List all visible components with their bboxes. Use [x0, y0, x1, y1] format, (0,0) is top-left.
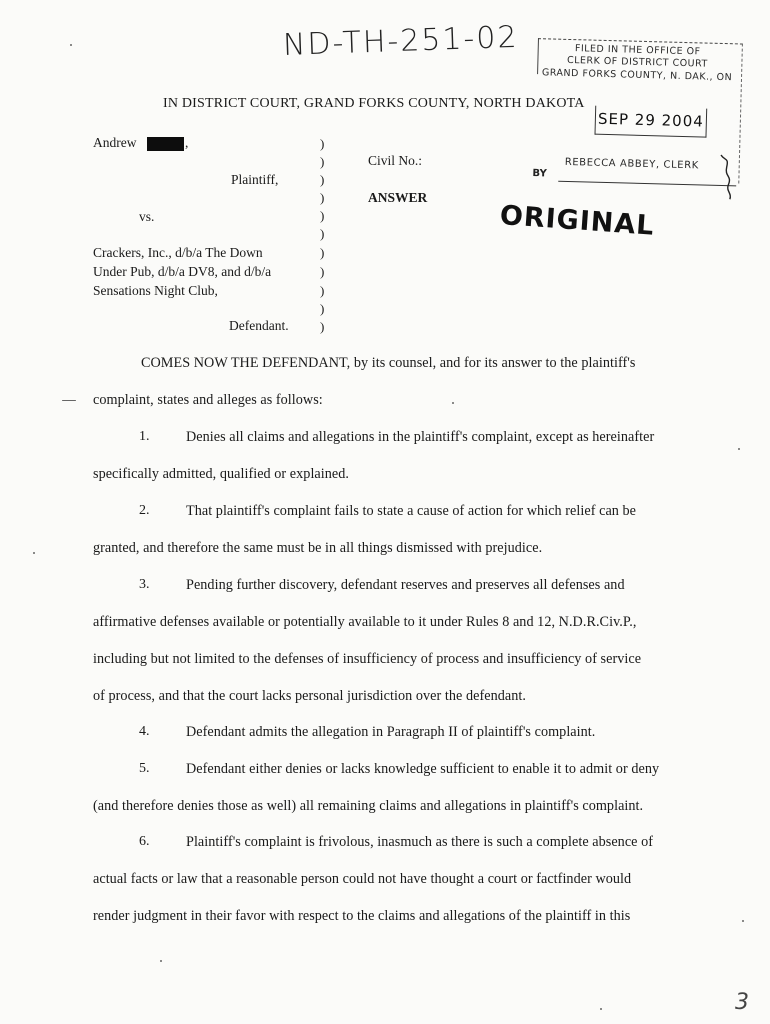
original-stamp: ORIGINAL	[498, 200, 656, 242]
paragraph-number: 5.	[139, 761, 150, 776]
handwritten-page-number: 3	[735, 990, 749, 1015]
caption-paren: )	[320, 283, 325, 298]
handwritten-case-number: ND-TH-251-02	[282, 19, 520, 63]
scan-speck	[742, 920, 744, 922]
caption-paren: )	[320, 301, 325, 316]
stamp-date: SEP 29 2004	[594, 106, 707, 138]
intro-line-2: complaint, states and alleges as follows:	[93, 392, 323, 408]
stamp-signature-line	[558, 181, 736, 187]
paragraph-1-line-1: Denies all claims and allegations in the plaintiff's complaint, except as hereinafter	[186, 429, 655, 445]
caption-paren: )	[320, 245, 325, 260]
caption-paren: )	[320, 319, 325, 334]
paragraph-3-line-3: including but not limited to the defenses of insufficiency of process and insufficiency of service	[93, 651, 642, 667]
plaintiff-role: Plaintiff,	[231, 172, 279, 187]
scan-speck	[33, 552, 35, 554]
caption-paren: )	[320, 190, 325, 205]
caption-paren: )	[320, 136, 325, 151]
defendant-name-line-3: Sensations Night Club,	[93, 283, 218, 298]
paragraph-number: 3.	[139, 577, 150, 592]
paragraph-4-line-1: Defendant admits the allegation in Paragraph II of plaintiff's complaint.	[186, 724, 596, 740]
paragraph-6-line-1: Plaintiff's complaint is frivolous, inasmuch as there is such a complete absence of	[186, 834, 654, 850]
plaintiff-name: Andrew	[93, 135, 137, 150]
scan-speck	[738, 448, 740, 450]
filing-stamp	[528, 38, 740, 203]
paragraph-number: 4.	[139, 724, 150, 739]
paragraph-number: 6.	[139, 834, 150, 849]
stamp-filed-line: FILED IN THE OFFICE OF	[574, 43, 701, 58]
document-title: ANSWER	[368, 190, 428, 205]
scan-speck	[70, 44, 72, 46]
caption-paren: )	[320, 154, 325, 169]
paragraph-1-line-2: specifically admitted, qualified or explained.	[93, 466, 350, 482]
caption-paren: )	[320, 208, 325, 223]
paragraph-3-line-1: Pending further discovery, defendant reserves and preserves all defenses and	[186, 577, 625, 593]
defendant-name-line-1: Crackers, Inc., d/b/a The Down	[93, 245, 263, 260]
redaction-bar	[147, 137, 184, 151]
defendant-name-line-2: Under Pub, d/b/a DV8, and d/b/a	[93, 264, 272, 279]
paragraph-2-line-2: granted, and therefore the same must be in all things dismissed with prejudice.	[93, 540, 543, 556]
scan-speck	[160, 960, 162, 962]
paragraph-5-line-1: Defendant either denies or lacks knowledge sufficient to enable it to admit or deny	[186, 761, 660, 777]
scan-speck	[62, 400, 76, 401]
stamp-county-line: GRAND FORKS COUNTY, N. DAK., ON	[541, 67, 733, 84]
paragraph-number: 2.	[139, 503, 150, 518]
stamp-clerk-office-line: CLERK OF DISTRICT COURT	[566, 54, 708, 70]
stamp-clerk-name: REBECCA ABBEY, CLERK	[564, 156, 700, 172]
paragraph-6-line-2: actual facts or law that a reasonable person could not have thought a court or factfinder would	[93, 871, 632, 887]
paragraph-3-line-2: affirmative defenses available or potentially available to it under Rules 8 and 12, N.D.R.Civ.P.,	[93, 614, 637, 630]
scan-speck	[600, 1008, 602, 1010]
versus-label: vs.	[139, 209, 155, 224]
caption-paren: )	[320, 264, 325, 279]
plaintiff-name-comma: ,	[185, 135, 189, 150]
scan-speck	[452, 402, 454, 404]
intro-line-1: COMES NOW THE DEFENDANT, by its counsel, and for its answer to the plaintiff's	[141, 355, 636, 371]
paragraph-6-line-3: render judgment in their favor with respect to the claims and allegations of the plaintiff in this	[93, 908, 631, 924]
paragraph-number: 1.	[139, 429, 150, 444]
defendant-role: Defendant.	[229, 318, 289, 333]
clerk-signature-mark	[714, 153, 739, 202]
caption-paren: )	[320, 226, 325, 241]
court-heading: IN DISTRICT COURT, GRAND FORKS COUNTY, NORTH DAKOTA	[163, 96, 585, 111]
stamp-by-label: BY	[532, 168, 547, 180]
paragraph-3-line-4: of process, and that the court lacks personal jurisdiction over the defendant.	[93, 688, 526, 704]
civil-number-label: Civil No.:	[368, 153, 423, 168]
caption-paren: )	[320, 172, 325, 187]
paragraph-2-line-1: That plaintiff's complaint fails to state a cause of action for which relief can be	[186, 503, 637, 519]
paragraph-5-line-2: (and therefore denies those as well) all remaining claims and allegations in plaintiff's complaint.	[93, 798, 644, 814]
